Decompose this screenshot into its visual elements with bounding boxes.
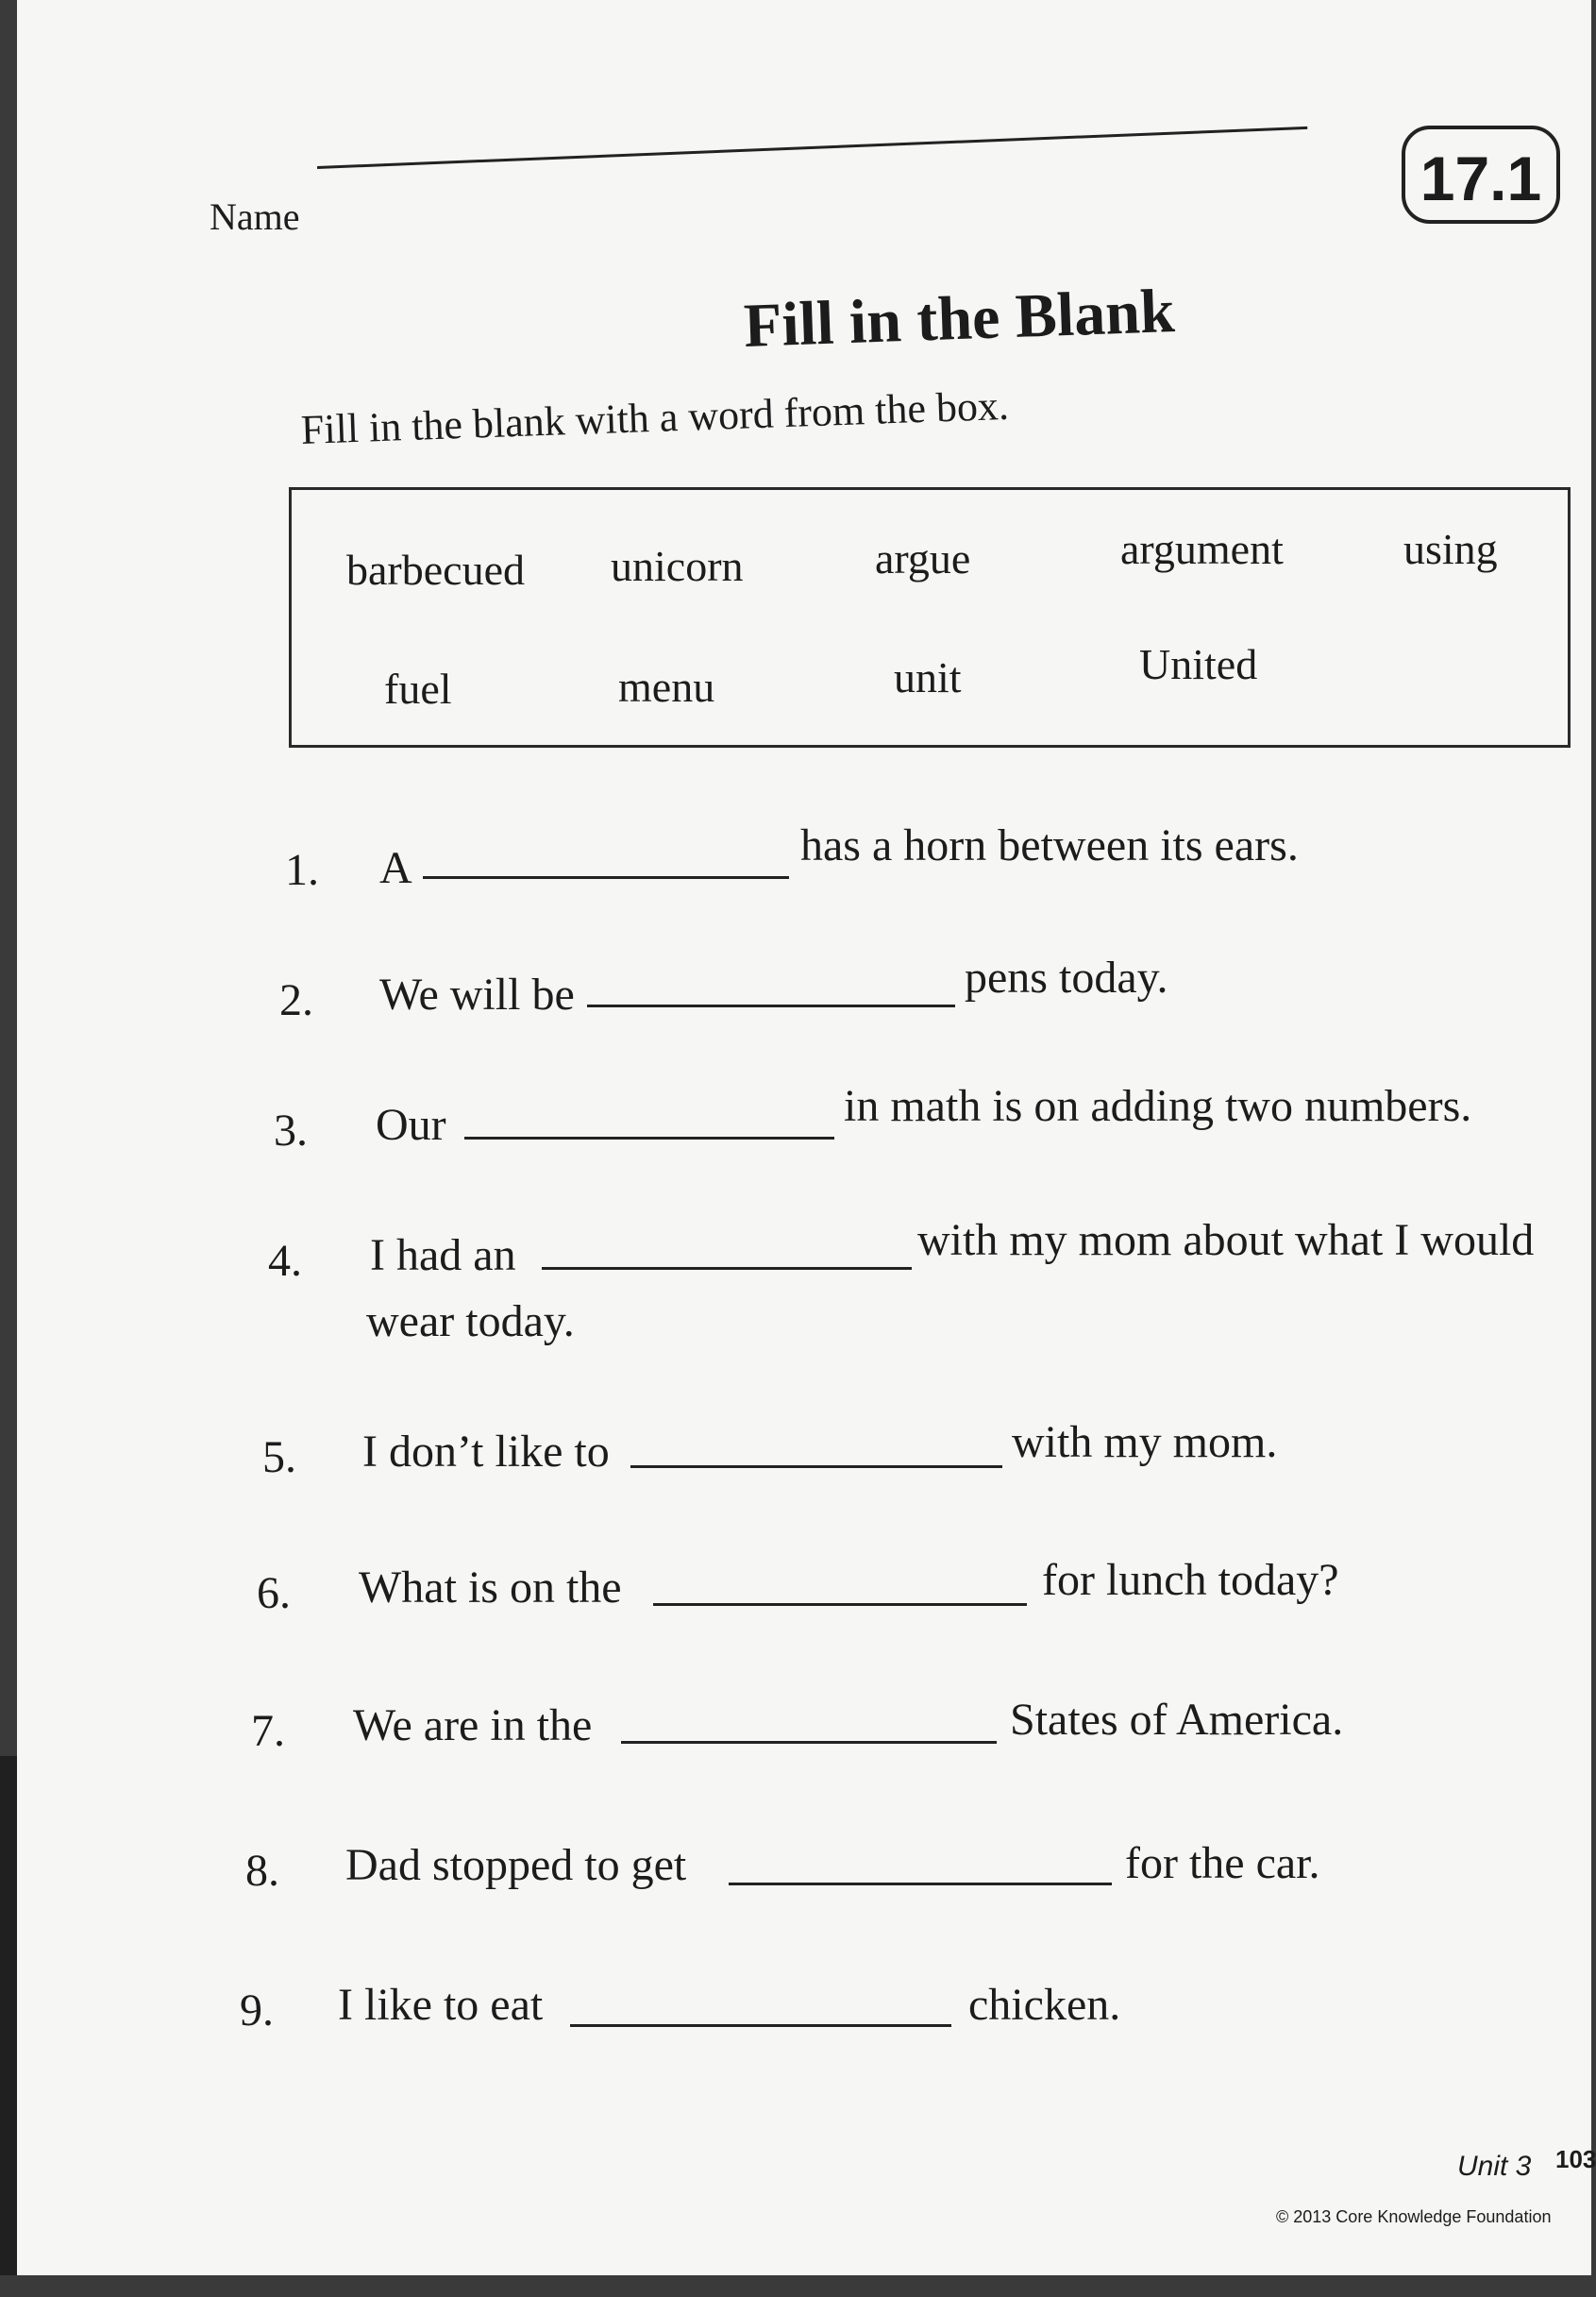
question-text-before: We will be xyxy=(379,970,575,1020)
answer-blank[interactable] xyxy=(653,1603,1027,1606)
word-bank-item: fuel xyxy=(384,665,452,713)
question-number: 9. xyxy=(240,1985,274,2035)
answer-blank[interactable] xyxy=(570,2024,951,2027)
question-text-before: I had an xyxy=(370,1230,516,1280)
word-bank-item: menu xyxy=(618,663,715,711)
word-bank-item: using xyxy=(1403,525,1498,573)
question-text-after: States of America. xyxy=(1010,1695,1344,1745)
worksheet-page xyxy=(17,0,1596,2275)
question-text-before: I like to eat xyxy=(338,1980,544,2030)
question-number: 6. xyxy=(257,1568,291,1618)
question-text-before: A xyxy=(379,843,412,893)
question-text-after: with my mom about what I would xyxy=(917,1215,1535,1265)
question-text-after: in math is on adding two numbers. xyxy=(844,1081,1472,1131)
word-bank-item: unicorn xyxy=(611,542,744,590)
answer-blank[interactable] xyxy=(729,1883,1112,1885)
answer-blank[interactable] xyxy=(587,1005,955,1007)
word-bank-item: argument xyxy=(1120,525,1284,573)
answer-blank[interactable] xyxy=(621,1741,997,1744)
word-box xyxy=(289,487,1571,748)
question-text-after: chicken. xyxy=(968,1980,1121,2030)
answer-blank[interactable] xyxy=(423,876,789,879)
question-number: 5. xyxy=(262,1432,296,1482)
page-title: Fill in the Blank xyxy=(742,277,1176,361)
word-bank-item: unit xyxy=(894,653,962,701)
instructions: Fill in the blank with a word from the box. xyxy=(300,381,1010,453)
question-number: 4. xyxy=(268,1236,302,1286)
name-label: Name xyxy=(210,195,300,238)
question-text-before: What is on the xyxy=(359,1562,622,1613)
answer-blank[interactable] xyxy=(630,1465,1002,1468)
question-text-before: We are in the xyxy=(353,1700,593,1750)
page-number: 103 xyxy=(1555,2145,1596,2173)
word-bank-item: United xyxy=(1139,640,1258,688)
question-number: 3. xyxy=(274,1106,308,1156)
question-text-after: pens today. xyxy=(965,953,1168,1003)
question-number: 7. xyxy=(251,1706,285,1756)
question-text-after: for the car. xyxy=(1125,1838,1320,1888)
question-text-after: with my mom. xyxy=(1012,1417,1278,1467)
question-text-continuation: wear today. xyxy=(366,1296,575,1346)
question-text-before: Our xyxy=(376,1100,446,1150)
question-text-after: for lunch today? xyxy=(1042,1555,1339,1605)
name-field-line[interactable] xyxy=(317,127,1307,169)
question-number: 2. xyxy=(279,975,313,1025)
question-text-after: has a horn between its ears. xyxy=(800,820,1299,870)
copyright: © 2013 Core Knowledge Foundation xyxy=(1276,2207,1552,2226)
question-text-before: Dad stopped to get xyxy=(345,1840,687,1890)
question-text-before: I don’t like to xyxy=(362,1427,610,1477)
word-bank-item: argue xyxy=(875,534,971,583)
lesson-badge: 17.1 xyxy=(1402,126,1560,224)
question-number: 1. xyxy=(285,845,319,895)
word-bank-item: barbecued xyxy=(346,546,525,594)
footer-unit: Unit 3 xyxy=(1457,2151,1532,2182)
answer-blank[interactable] xyxy=(464,1137,834,1140)
question-number: 8. xyxy=(245,1846,279,1896)
answer-blank[interactable] xyxy=(542,1267,912,1270)
